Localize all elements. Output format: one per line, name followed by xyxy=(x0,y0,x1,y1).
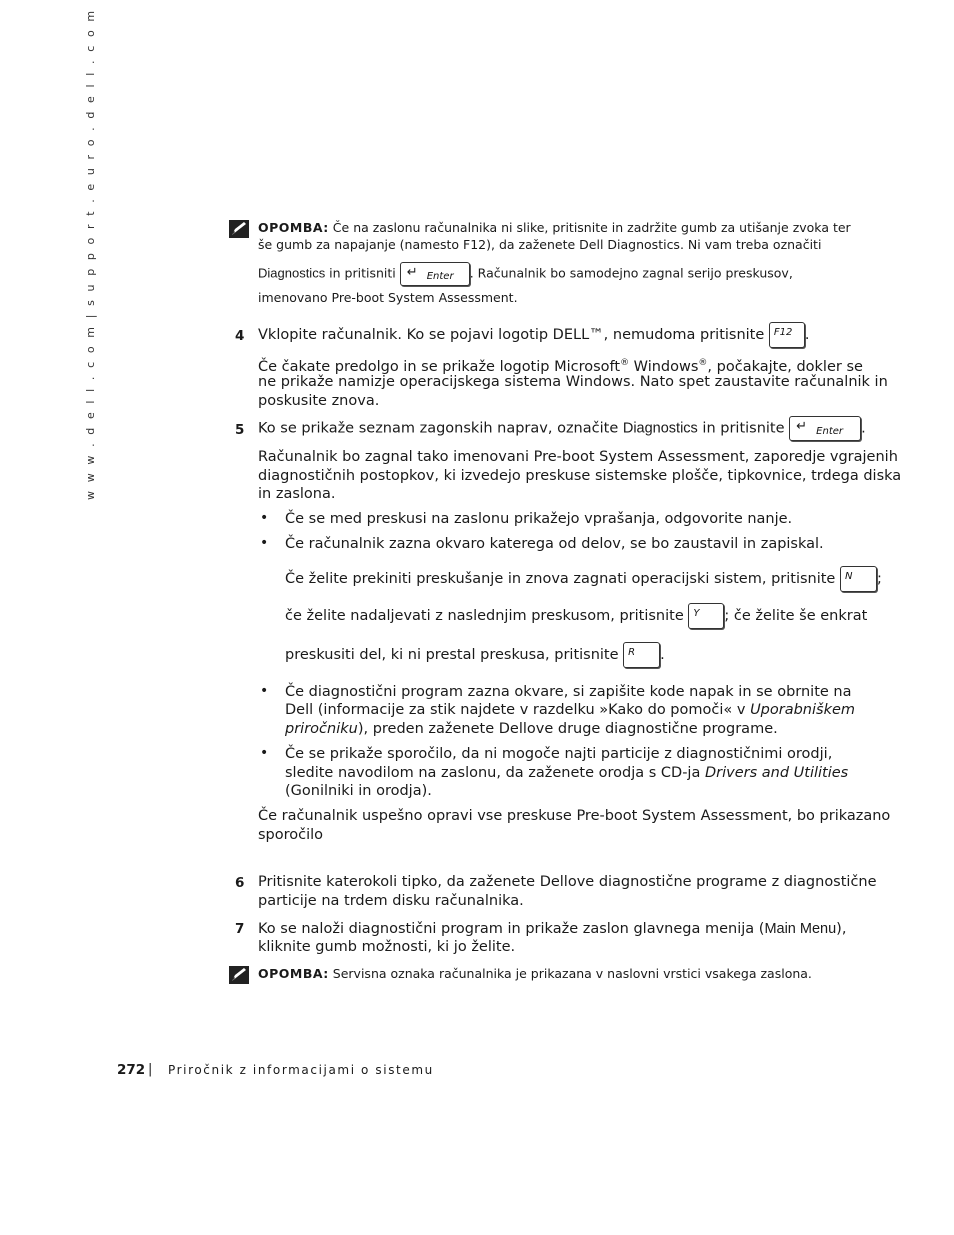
n-key: N xyxy=(840,566,877,592)
step-5-end-line1: Če računalnik uspešno opravi vse preskuse Pre-boot System Assessment, bo prikazano xyxy=(258,808,891,824)
step-6-line2: particije na trdem disku računalnika. xyxy=(258,893,524,909)
note-2-label: OPOMBA: xyxy=(258,966,329,981)
step-4-para-line3: poskusite znova. xyxy=(258,393,380,409)
step-7-line2: kliknite gumb možnosti, ki jo želite. xyxy=(258,939,516,955)
step-7-number: 7 xyxy=(235,921,245,937)
note-1-line3-c: . Računalnik bo samodejno zagnal serijo preskusov, xyxy=(469,265,793,281)
bullet-4-mark: • xyxy=(260,745,269,761)
bullet-2-sub1: Če želite prekiniti preskušanje in znova zagnati operacijski sistem, pritisnite N ; xyxy=(285,566,882,592)
step-5-para-line1: Računalnik bo zagnal tako imenovani Pre-boot System Assessment, zaporedje vgrajenih xyxy=(258,449,898,465)
note-1-line3 xyxy=(258,262,793,286)
cd-title: Drivers and Utilities xyxy=(704,765,849,781)
page-number: 272 xyxy=(117,1062,146,1078)
step-7-line1: Ko se naloži diagnostični program in prikaže zaslon glavnega menija (Main Menu), xyxy=(258,921,847,937)
f12-key: F12 xyxy=(769,322,805,348)
note-1-label: OPOMBA: xyxy=(258,220,329,235)
step-4-para-line1: Če čakate predolgo in se prikaže logotip Microsoft® Windows®, počakajte, dokler se xyxy=(258,358,863,375)
note-1-line2: še gumb za napajanje (namesto F12), da zaženete Dell Diagnostics. Ni vam treba označiti xyxy=(258,237,822,252)
step-4-para-line2: ne prikaže namizje operacijskega sistema Windows. Nato spet zaustavite računalnik in xyxy=(258,374,888,390)
bullet-2-mark: • xyxy=(260,535,269,551)
note-1-line1: Če na zaslonu računalnika ni slike, pritisnite in zadržite gumb za utišanje zvoka ter xyxy=(332,220,851,235)
step-5-para-line3: in zaslona. xyxy=(258,486,336,502)
enter-arrow-icon: ↵ xyxy=(796,419,808,434)
bullet-2-sub2: če želite nadaljevati z naslednjim preskusom, pritisnite Y ; če želite še enkrat xyxy=(285,603,867,629)
bullet-3-line3: priročniku), preden zaženete Dellove druge diagnostične programe. xyxy=(285,721,778,737)
step-5-text: Ko se prikaže seznam zagonskih naprav, označite Diagnostics in pritisnite ↵ Enter . xyxy=(258,416,866,441)
enter-key-2: ↵ Enter xyxy=(789,416,861,441)
bullet-4-line2: sledite navodilom na zaslonu, da zaženete orodja s CD-ja Drivers and Utilities xyxy=(285,765,849,781)
step-6-number: 6 xyxy=(235,875,245,891)
bullet-4-line3: (Gonilniki in orodja). xyxy=(285,783,432,799)
step-5-para-line2: diagnostičnih postopkov, ki izvedejo preskuse sistemske plošče, tipkovnice, trdega diska xyxy=(258,468,902,484)
step-4-text: Vklopite računalnik. Ko se pojavi logotip DELL™, nemudoma pritisnite F12 . xyxy=(258,322,810,348)
bullet-3-line2: Dell (informacije za stik najdete v razdelku »Kako do pomoči« v Uporabniškem xyxy=(285,702,856,718)
bullet-4-line1: Če se prikaže sporočilo, da ni mogoče najti particije z diagnostičnimi orodji, xyxy=(285,746,833,762)
side-url: w w w . d e l l . c o m | s u p p o r t . e u r o . d e l l . c o m xyxy=(84,8,97,500)
note-1-line4: imenovano Pre-boot System Assessment. xyxy=(258,290,518,305)
step-5-end-line2: sporočilo xyxy=(258,827,324,843)
note-pencil-icon xyxy=(229,220,249,238)
step-4-number: 4 xyxy=(235,328,245,344)
note-1 xyxy=(258,220,851,236)
r-key: R xyxy=(623,642,660,668)
note-1-diagnostics: Diagnostics xyxy=(258,265,326,281)
note-2-text: Servisna oznaka računalnika je prikazana v naslovni vrstici vsakega zaslona. xyxy=(332,966,812,981)
step-5-number: 5 xyxy=(235,422,245,438)
enter-key: ↵ Enter xyxy=(400,262,470,286)
note-1-line3-b: in pritisniti xyxy=(325,265,400,281)
bullet-2-sub3: preskusiti del, ki ni prestal preskusa, pritisnite R . xyxy=(285,642,665,668)
main-menu-label: Main Menu xyxy=(764,921,837,937)
y-key: Y xyxy=(688,603,724,629)
step-5-diagnostics: Diagnostics xyxy=(622,420,698,437)
bullet-3-line1: Če diagnostični program zazna okvare, si zapišite kode napak in se obrnite na xyxy=(285,684,852,700)
bullet-1-mark: • xyxy=(260,510,269,526)
footer-separator: | xyxy=(148,1062,153,1077)
enter-arrow-icon: ↵ xyxy=(406,265,418,280)
bullet-2-text: Če računalnik zazna okvaro katerega od delov, se bo zaustavil in zapiskal. xyxy=(285,536,824,552)
note-2 xyxy=(258,966,812,982)
note-pencil-icon xyxy=(229,966,249,984)
footer-title: Priročnik z informacijami o sistemu xyxy=(168,1063,434,1077)
bullet-1-text: Če se med preskusi na zaslonu prikažejo vprašanja, odgovorite nanje. xyxy=(285,511,793,527)
step-6-line1: Pritisnite katerokoli tipko, da zaženete Dellove diagnostične programe z diagnostične xyxy=(258,874,877,890)
manual-title: Uporabniškem xyxy=(750,702,856,718)
bullet-3-mark: • xyxy=(260,683,269,699)
